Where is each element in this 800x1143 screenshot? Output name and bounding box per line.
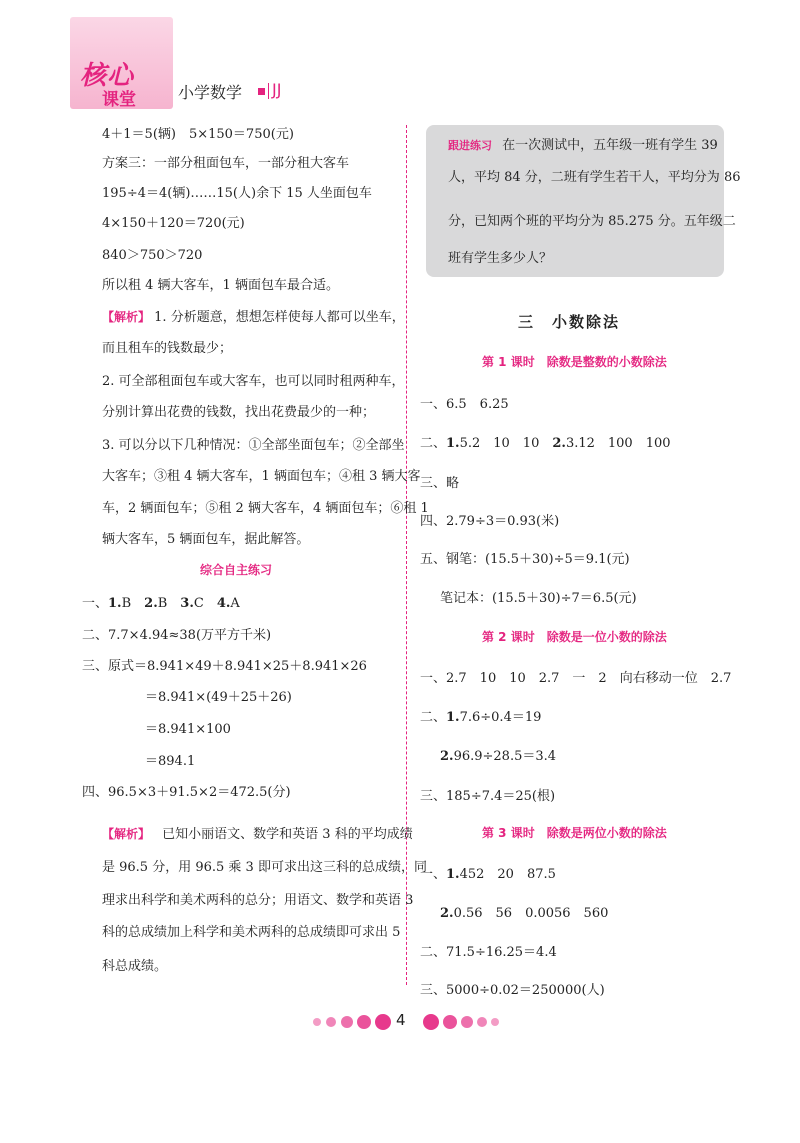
answer-line: 二、71.5÷16.25＝4.4 (420, 945, 557, 960)
analysis-line: 理求出科学和美术两科的总分；用语文、数学和英语 3 (102, 893, 414, 908)
analysis-paragraph (102, 306, 405, 325)
analysis-line: 3. 可以分以下几种情况：①全部坐面包车；②全部坐 (102, 438, 405, 453)
practice-line: 班有学生多少人？ (448, 251, 553, 266)
answer-line: 195÷4＝4(辆)……15(人)余下 15 人坐面包车 (102, 186, 372, 201)
answer-line: 四、2.79÷3＝0.93(米) (420, 514, 560, 529)
answer-line: 4＋1＝5(辆) 5×150＝750(元) (102, 127, 294, 142)
analysis-line: 大客车；③租 4 辆大客车，1 辆面包车；④租 3 辆大客 (102, 469, 421, 484)
answer-line: 一、1.452 20 87.5 (420, 867, 556, 882)
analysis-line: 2. 可全部租面包车或大客车，也可以同时租两种车， (102, 374, 405, 389)
answer-line: 三、原式＝8.941×49＋8.941×25＋8.941×26 (82, 659, 367, 674)
footer-dot (375, 1014, 391, 1030)
answer-line: 2.0.56 56 0.0056 560 (440, 906, 609, 921)
footer-dot (326, 1017, 336, 1027)
subject-title: 小学数学 (178, 83, 243, 102)
subject-separator-square (258, 88, 265, 95)
footer-dot (423, 1014, 439, 1030)
analysis-tag: 【解析】 (102, 310, 151, 324)
answer-line: 840＞750＞720 (102, 248, 203, 263)
answer-line: 二、1.5.2 10 10 2.3.12 100 100 (420, 436, 671, 451)
answer-line: ＝8.941×(49＋25＋26) (145, 690, 292, 705)
analysis-line: 科的总成绩加上科学和美术两科的总成绩即可求出 5 (102, 925, 401, 940)
answer-line: 4×150＋120＝720(元) (102, 216, 245, 231)
answer-line: 一、1.B 2.B 3.C 4.A (82, 596, 240, 611)
footer-dot (461, 1016, 473, 1028)
lesson-title: 第 2 课时 除数是一位小数的除法 (482, 630, 667, 644)
answer-line: ＝894.1 (145, 754, 196, 769)
answer-line: 所以租 4 辆大客车，1 辆面包车最合适。 (102, 278, 339, 293)
answer-line: 方案三：一部分租面包车，一部分租大客车 (102, 156, 350, 171)
footer-dot (443, 1015, 457, 1029)
practice-line: 人，平均 84 分，二班有学生若干人，平均分为 86 (448, 170, 741, 185)
answer-line: 2.96.9÷28.5＝3.4 (440, 749, 557, 764)
practice-line: 分，已知两个班的平均分为 85.275 分。五年级二 (448, 214, 736, 229)
answer-line: 二、7.7×4.94≈38(万平方千米) (82, 628, 272, 643)
answer-line: 五、钢笔：(15.5＋30)÷5＝9.1(元) (420, 552, 630, 567)
logo-subtitle: 课堂 (102, 90, 136, 110)
analysis-line: 分别计算出花费的钱数，找出花费最少的一种； (102, 405, 376, 420)
answer-line: 二、1.7.6÷0.4＝19 (420, 710, 542, 725)
subject-separator-bar (268, 83, 269, 99)
answer-line: 三、185÷7.4＝25(根) (420, 789, 556, 804)
analysis-text: 1. 分析题意，想想怎样使每人都可以坐车， (154, 310, 405, 325)
analysis-line: 辆大客车，5 辆面包车，据此解答。 (102, 532, 310, 547)
answer-line: 笔记本：(15.5＋30)÷7＝6.5(元) (440, 591, 637, 606)
analysis-text: 已知小丽语文、数学和英语 3 科的平均成绩 (162, 827, 413, 842)
edition-code: JJ (272, 80, 282, 99)
analysis-line: 是 96.5 分，用 96.5 乘 3 即可求出这三科的总成绩，同 (102, 860, 427, 875)
footer-dot (357, 1015, 371, 1029)
answer-line: 三、5000÷0.02＝250000(人) (420, 983, 605, 998)
lesson-title: 第 3 课时 除数是两位小数的除法 (482, 826, 667, 840)
section-title: 综合自主练习 (200, 563, 273, 577)
footer-dot (341, 1016, 353, 1028)
chapter-title: 三 小数除法 (518, 313, 621, 331)
practice-tag: 跟进练习 (448, 139, 492, 152)
answer-line: 四、96.5×3＋91.5×2＝472.5(分) (82, 785, 291, 800)
answer-line: 三、略 (420, 476, 460, 491)
footer-dot (491, 1018, 499, 1026)
logo-title: 核心 (80, 61, 135, 91)
footer-dot (313, 1018, 321, 1026)
analysis-paragraph (102, 823, 413, 842)
analysis-tag: 【解析】 (102, 827, 151, 841)
page-number: 4 (396, 1011, 406, 1029)
analysis-line: 车，2 辆面包车；⑤租 2 辆大客车，4 辆面包车；⑥租 1 (102, 501, 429, 516)
answer-line: 一、6.5 6.25 (420, 397, 509, 412)
analysis-line: 而且租车的钱数最少； (102, 341, 233, 356)
analysis-line: 科总成绩。 (102, 959, 168, 974)
practice-line: 跟进练习 在一次测试中，五年级一班有学生 39 (448, 138, 718, 153)
lesson-title: 第 1 课时 除数是整数的小数除法 (482, 355, 667, 369)
footer-dot (477, 1017, 487, 1027)
answer-line: 一、2.7 10 10 2.7 一 2 向右移动一位 2.7 (420, 671, 732, 686)
answer-line: ＝8.941×100 (145, 722, 231, 737)
